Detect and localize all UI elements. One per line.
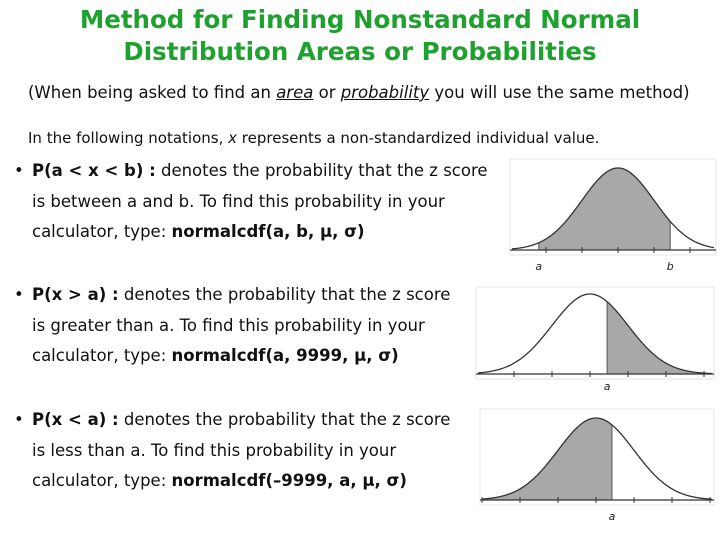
calc-prefix: calculator, type: xyxy=(32,471,172,490)
formula-between: normalcdf(a, b, μ, σ) xyxy=(171,222,365,241)
subtitle-probability-word: probability xyxy=(340,83,430,102)
graph-label-b: b xyxy=(666,260,674,273)
desc-line-1: denotes the probability that the z score xyxy=(118,410,451,429)
formula-less: normalcdf(–9999, a, μ, σ) xyxy=(171,471,407,490)
intro-start: In the following notations, xyxy=(28,129,229,147)
intro-text xyxy=(28,129,599,147)
shaded-area xyxy=(482,418,612,500)
normal-curve-between-graph xyxy=(508,158,718,276)
page-title xyxy=(0,4,720,68)
subtitle xyxy=(28,83,690,102)
graph-label-a: a xyxy=(603,380,611,393)
desc-line-2: is less than a. To find this probability in your xyxy=(32,440,397,460)
bullet-greater xyxy=(14,280,450,372)
bullet-dot: • xyxy=(14,161,24,180)
calc-prefix: calculator, type: xyxy=(32,346,172,365)
desc-line-2: is greater than a. To find this probability in your xyxy=(32,315,425,335)
title-line-1: Method for Finding Nonstandard Normal xyxy=(79,5,641,34)
notation-less: P(x < a) : xyxy=(32,410,119,429)
calc-prefix: calculator, type: xyxy=(32,222,172,241)
graph-label-a: a xyxy=(535,260,543,273)
desc-line-2: is between a and b. To find this probability in your xyxy=(32,191,445,211)
bullet-dot: • xyxy=(14,410,24,429)
intro-end: represents a non-standardized individual value. xyxy=(237,129,600,147)
bullet-less xyxy=(14,405,450,497)
graph-frame xyxy=(476,287,714,379)
normal-curve-left-tail-graph xyxy=(478,408,716,524)
shaded-area xyxy=(539,168,670,250)
normal-curve-right-tail-graph xyxy=(474,286,716,394)
normal-curve xyxy=(478,294,712,374)
subtitle-or: or xyxy=(313,83,341,102)
subtitle-text: (When being asked to find an xyxy=(28,83,277,102)
notation-greater: P(x > a) : xyxy=(32,285,119,304)
formula-greater: normalcdf(a, 9999, μ, σ) xyxy=(171,346,399,365)
desc-line-1: denotes the probability that the z score xyxy=(155,161,488,180)
intro-x-variable: x xyxy=(228,129,238,147)
notation-between: P(a < x < b) : xyxy=(32,161,156,180)
bullet-between xyxy=(14,156,488,248)
subtitle-area-word: area xyxy=(276,83,314,102)
subtitle-text-end: you will use the same method) xyxy=(429,83,690,102)
shaded-area xyxy=(607,302,712,374)
bullet-dot: • xyxy=(14,285,24,304)
graph-label-a: a xyxy=(608,510,616,523)
title-line-2: Distribution Areas or Probabilities xyxy=(123,37,597,66)
desc-line-1: denotes the probability that the z score xyxy=(118,285,451,304)
